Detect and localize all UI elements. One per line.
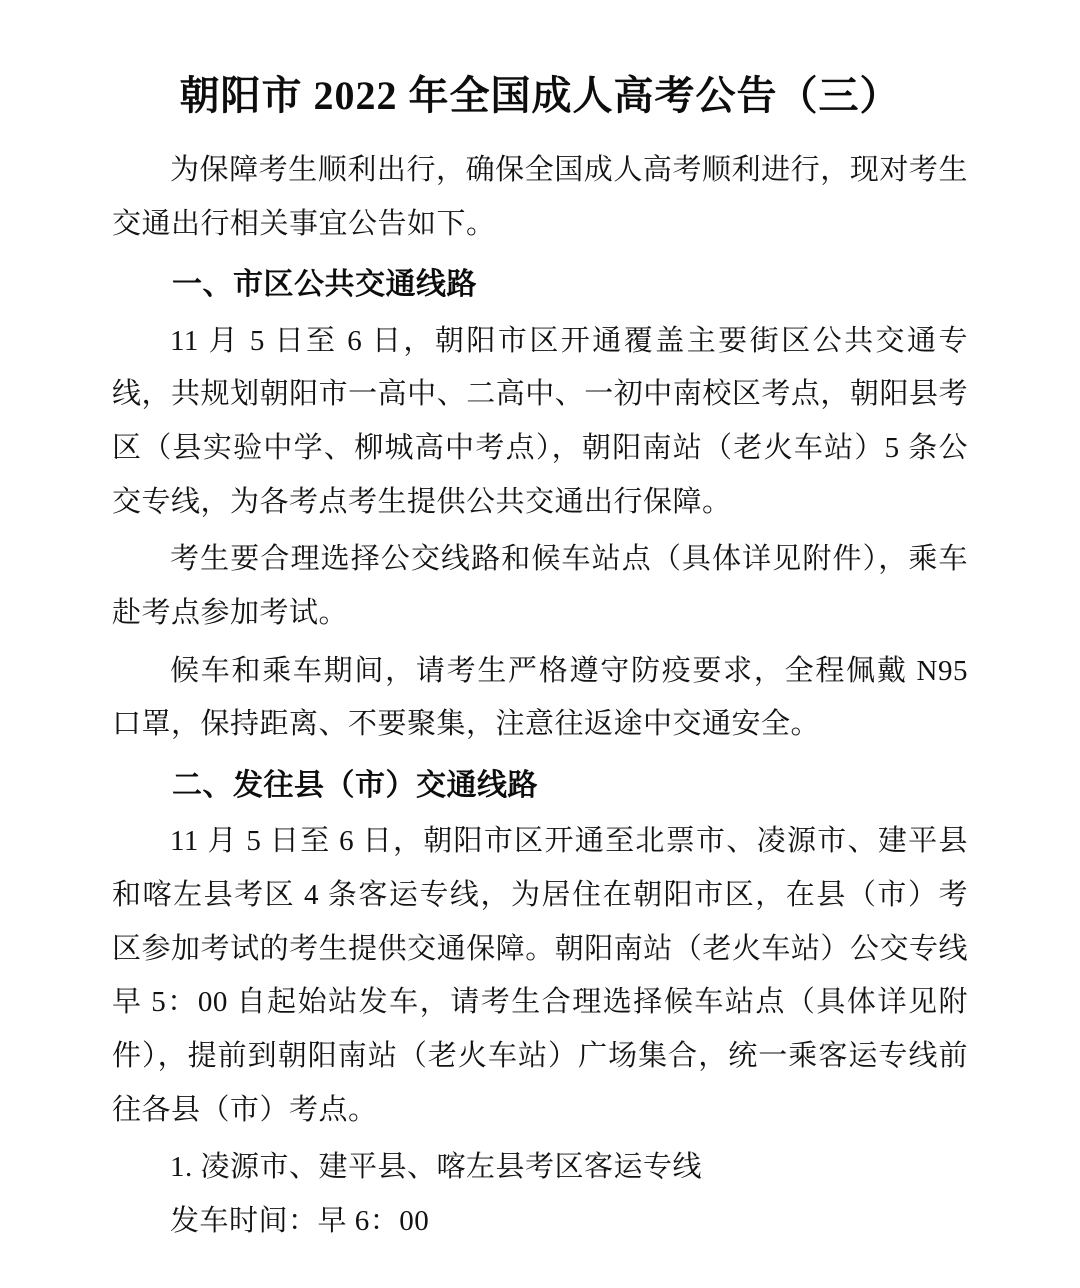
section2-paragraph-1: 11 月 5 日至 6 日，朝阳市区开通至北票市、凌源市、建平县和喀左县考区 4 条客运专线，为居住在朝阳市区，在县（市）考区参加考试的考生提供交通保障。朝阳南站（老火车站）公交专线早 5：00 自起始站发车，请考生合理选择候车站点（具体详见附件），提前到朝阳南站（老火车站）广场集合，统一乘客运专线前往各县（市）考点。 [112, 825, 968, 1126]
section1-paragraph-1: 11 月 5 日至 6 日，朝阳市区开通覆盖主要街区公共交通专线，共规划朝阳市一高中、二高中、一初中南校区考点，朝阳县考区（县实验中学、柳城高中考点），朝阳南站（老火车站）5 条公交专线，为各考点考生提供公共交通出行保障。 [112, 324, 968, 518]
page-title: 朝阳市 2022 年全国成人高考公告（三） [179, 73, 901, 118]
section2-list-item-1: 1. 凌源市、建平县、喀左县考区客运专线 [170, 1151, 703, 1184]
section-heading-1: 一、市区公共交通线路 [172, 268, 477, 302]
section-heading-2: 二、发往县（市）交通线路 [172, 768, 538, 802]
section2-list-item-1-detail: 发车时间：早 6：00 [170, 1204, 430, 1237]
section1-paragraph-2: 考生要合理选择公交线路和候车站点（具体详见附件），乘车赴考点参加考试。 [112, 543, 968, 629]
intro-paragraph: 为保障考生顺利出行，确保全国成人高考顺利进行，现对考生交通出行相关事宜公告如下。 [112, 154, 968, 240]
section1-paragraph-3: 候车和乘车期间，请考生严格遵守防疫要求，全程佩戴 N95 口罩，保持距离、不要聚集，注意往返途中交通安全。 [112, 654, 968, 741]
